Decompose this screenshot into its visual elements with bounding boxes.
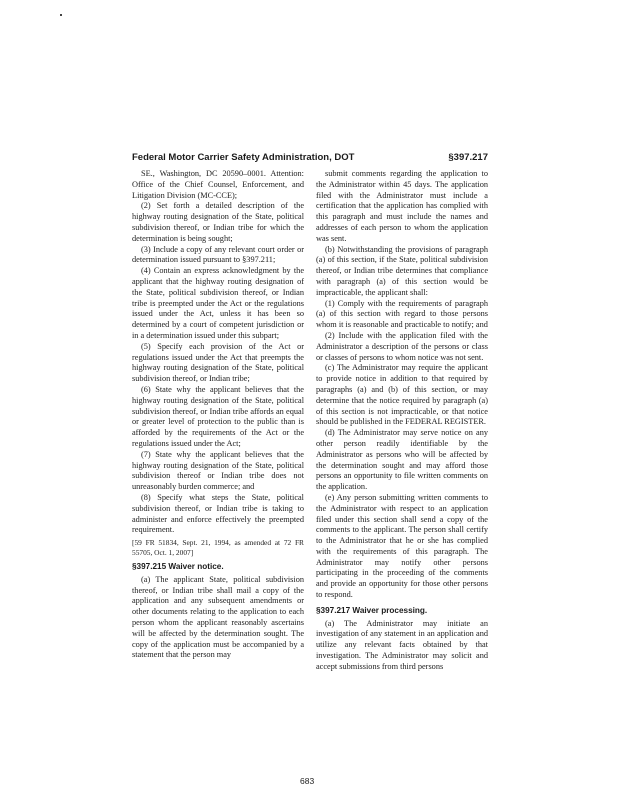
paragraph: (c) The Administrator may require the applicant to provide notice in addition to that required by paragraphs (a) and (b) of this section, or may determine that the notice required by paragraph (a) of this section is not impracticable, or that notice should be published in the FEDERAL REGISTER.: [316, 363, 488, 427]
paragraph: (d) The Administrator may serve notice on any other person readily identifiable by the Administrator as persons who will be affected by the determination sought and may afford those persons an opportunity to file written comments on the application.: [316, 428, 488, 492]
header-title: Federal Motor Carrier Safety Administration, DOT: [132, 152, 355, 163]
paragraph: (5) Specify each provision of the Act or regulations issued under the Act that preempts the highway routing designation of the State, political subdivision thereof, or Indian tribe;: [132, 341, 304, 384]
paragraph: (2) Include with the application filed with the Administrator a description of the persons or class or classes of persons to whom notice was not sent.: [316, 330, 488, 362]
paragraph: (b) Notwithstanding the provisions of paragraph (a) of this section, if the State, political subdivision thereof, or Indian tribe determines that compliance with paragraph (a) of this section would be impracticable, the applicant shall:: [316, 244, 488, 297]
paragraph: SE., Washington, DC 20590–0001. Attention: Office of the Chief Counsel, Enforcement, and Litigation Division (MC-CCE);: [132, 169, 304, 200]
paragraph: submit comments regarding the application to the Administrator within 45 days. The application filed with the Administrator must include a certification that the application has complied with this paragraph and must include the names and addresses of each person to whom the application was sent.: [316, 169, 488, 243]
running-header: [132, 150, 488, 166]
scan-speck: [60, 14, 62, 16]
header-section: §397.217: [448, 152, 488, 163]
paragraph: (6) State why the applicant believes that the highway routing designation of the State, political subdivision thereof, or Indian tribe affords an equal or greater level of protection to the public than is afforded by the requirements of the Act or the regulations issued under the Act;: [132, 384, 304, 448]
page-number: 683: [300, 776, 315, 786]
section-heading: §397.215 Waiver notice.: [132, 562, 224, 572]
right-column: [316, 169, 488, 673]
paragraph: (7) State why the applicant believes that the highway routing designation of the State, political subdivision thereof or Indian tribe does not unreasonably burden commerce; and: [132, 449, 304, 492]
paragraph: (8) Specify what steps the State, political subdivision thereof, or Indian tribe is taking to administer and enforce effectively the preempted requirement.: [132, 492, 304, 535]
paragraph: (a) The Administrator may initiate an investigation of any statement in an application and utilize any relevant facts obtained by that investigation. The Administrator may solicit and accept submissions from third persons: [316, 618, 488, 671]
section-heading: §397.217 Waiver processing.: [316, 605, 428, 615]
paragraph: (a) The applicant State, political subdivision thereof, or Indian tribe shall mail a copy of the application and any subsequent amendments or other documents relating to the application to each person whom the applicant reasonably ascertains will be affected by the determination sought. The copy of the application must be accompanied by a statement that the person may: [132, 574, 304, 660]
paragraph: (e) Any person submitting written comments to the Administrator with respect to an application filed under this section shall send a copy of the comments to the applicant. The person shall certify to the Administrator that he or she has complied with the requirements of this paragraph. The Administrator may notify other persons participating in the proceeding of the comments and provide an opportunity for those other persons to respond.: [316, 492, 488, 600]
citation: [59 FR 51834, Sept. 21, 1994, as amended at 72 FR 55705, Oct. 1, 2007]: [132, 538, 304, 557]
paragraph: (3) Include a copy of any relevant court order or determination issued pursuant to §397.211;: [132, 244, 304, 265]
paragraph: (2) Set forth a detailed description of the highway routing designation of the State, political subdivision thereof, or Indian tribe for which the determination is being sought;: [132, 201, 304, 243]
left-column: [132, 169, 304, 661]
paragraph: (1) Comply with the requirements of paragraph (a) of this section with regard to those persons whom it is reasonable and practicable to notify; and: [316, 298, 488, 330]
paragraph: (4) Contain an express acknowledgment by the applicant that the highway routing designation of the State, political subdivision thereof, or Indian tribe is preempted under the Act or the regulations issued under the Act, unless it has been so determined by a court of competent jurisdiction or in a determination issued under this subpart;: [132, 266, 304, 340]
